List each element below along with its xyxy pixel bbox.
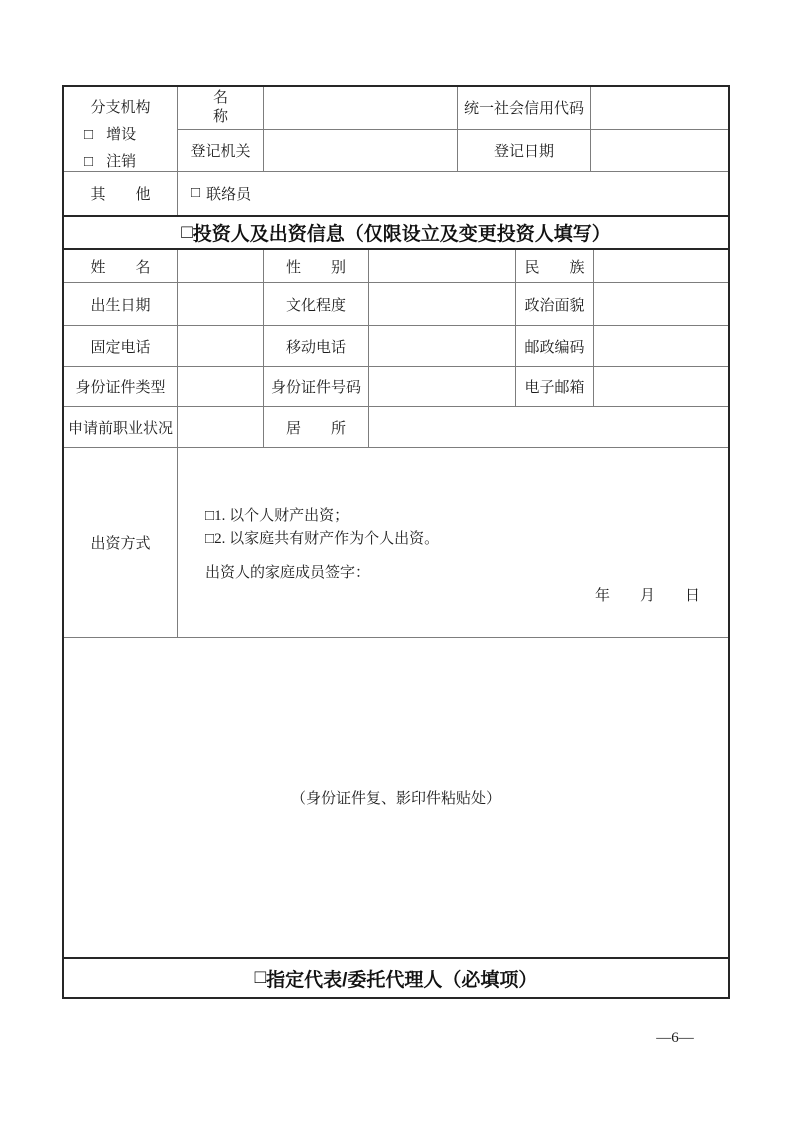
field-label-occupation: 申请前职业状况	[64, 407, 178, 447]
contribution-option-personal	[205, 505, 349, 528]
field-label-name: 姓 名	[64, 250, 178, 282]
branch-name-label-line1: 名	[212, 89, 228, 106]
field-label-education: 文化程度	[264, 283, 369, 325]
id-paste-area-row	[64, 638, 728, 957]
branch-cancel-label: 注销	[106, 154, 137, 170]
branch-name-value-cell[interactable]	[264, 87, 458, 129]
field-label-email: 电子邮箱	[516, 367, 594, 406]
investor-section-title: 投资人及出资信息（仅限设立及变更投资人填写）	[192, 224, 611, 245]
family-signature-prompt: 出资人的家庭成员签字：	[205, 565, 371, 581]
contribution-option2-checkbox[interactable]: □	[205, 531, 215, 547]
other-row	[64, 172, 728, 215]
liaison-label: 联络员	[206, 187, 252, 203]
field-value-id-number[interactable]	[369, 367, 516, 406]
field-label-residence: 居 所	[264, 407, 369, 447]
branch-section-rows	[64, 87, 728, 172]
branch-name-label-line2: 称	[212, 108, 228, 125]
field-label-id-number: 身份证件号码	[264, 367, 369, 406]
investor-row-occupation	[64, 407, 728, 448]
id-paste-area	[64, 638, 728, 957]
signature-date-placeholder: 年 月 日	[594, 588, 700, 604]
contribution-option1-checkbox[interactable]: □	[205, 508, 215, 524]
registry-row	[178, 130, 728, 172]
field-label-landline: 固定电话	[64, 326, 178, 366]
field-label-gender: 性 别	[264, 250, 369, 282]
field-value-postal-code[interactable]	[594, 326, 728, 366]
registry-label: 登记机关	[178, 130, 264, 172]
branch-name-label	[178, 87, 264, 129]
liaison-cell	[178, 172, 728, 215]
field-value-landline[interactable]	[178, 326, 264, 366]
branch-name-row	[178, 87, 728, 130]
field-label-id-type: 身份证件类型	[64, 367, 178, 406]
credit-code-value-cell[interactable]	[591, 87, 728, 129]
field-label-ethnicity: 民 族	[516, 250, 594, 282]
id-paste-hint: （身份证件复、影印件粘贴处）	[290, 791, 501, 807]
branch-cancel-checkbox[interactable]: □	[84, 154, 94, 170]
field-value-ethnicity[interactable]	[594, 250, 728, 282]
branch-add-checkbox[interactable]: □	[84, 127, 94, 143]
other-label: 其 他	[64, 172, 178, 215]
branch-add-label: 增设	[106, 127, 137, 143]
agent-section-title: 指定代表/委托代理人（必填项）	[266, 969, 538, 991]
registry-value-cell[interactable]	[264, 130, 458, 172]
registration-form-table	[62, 85, 730, 999]
investor-section-checkbox[interactable]: □	[181, 221, 193, 243]
field-value-name[interactable]	[178, 250, 264, 282]
branch-option-add	[64, 122, 177, 149]
reg-date-value-cell[interactable]	[591, 130, 728, 172]
field-label-birth-date: 出生日期	[64, 283, 178, 325]
branch-option-cancel	[64, 149, 177, 171]
branch-org-cell	[64, 87, 178, 171]
field-label-political-status: 政治面貌	[516, 283, 594, 325]
agent-section-checkbox[interactable]: □	[254, 967, 267, 988]
investor-row-name	[64, 250, 728, 283]
contribution-content-cell	[178, 448, 728, 637]
field-label-mobile: 移动电话	[264, 326, 369, 366]
field-value-education[interactable]	[369, 283, 516, 325]
liaison-checkbox[interactable]: □	[191, 185, 201, 201]
reg-date-label: 登记日期	[458, 130, 591, 172]
investor-section-header	[64, 215, 728, 250]
contribution-option1-label: 1. 以个人财产出资；	[214, 508, 350, 524]
field-value-birth-date[interactable]	[178, 283, 264, 325]
agent-section-header	[64, 957, 728, 997]
page-number: —6—	[656, 1030, 694, 1046]
contribution-option2-label: 2. 以家庭共有财产作为个人出资。	[214, 531, 440, 547]
investor-row-id	[64, 367, 728, 407]
field-label-postal-code: 邮政编码	[516, 326, 594, 366]
credit-code-label: 统一社会信用代码	[458, 87, 591, 129]
branch-subtable	[178, 87, 728, 171]
branch-org-label: 分支机构	[90, 100, 151, 116]
field-value-id-type[interactable]	[178, 367, 264, 406]
field-value-occupation[interactable]	[178, 407, 264, 447]
field-value-residence[interactable]	[369, 407, 728, 447]
field-value-gender[interactable]	[369, 250, 516, 282]
investor-row-birth	[64, 283, 728, 326]
contribution-row	[64, 448, 728, 638]
contribution-option-family	[205, 528, 439, 551]
field-value-mobile[interactable]	[369, 326, 516, 366]
investor-row-phone	[64, 326, 728, 367]
field-value-political-status[interactable]	[594, 283, 728, 325]
field-value-email[interactable]	[594, 367, 728, 406]
contribution-label: 出资方式	[64, 448, 178, 637]
